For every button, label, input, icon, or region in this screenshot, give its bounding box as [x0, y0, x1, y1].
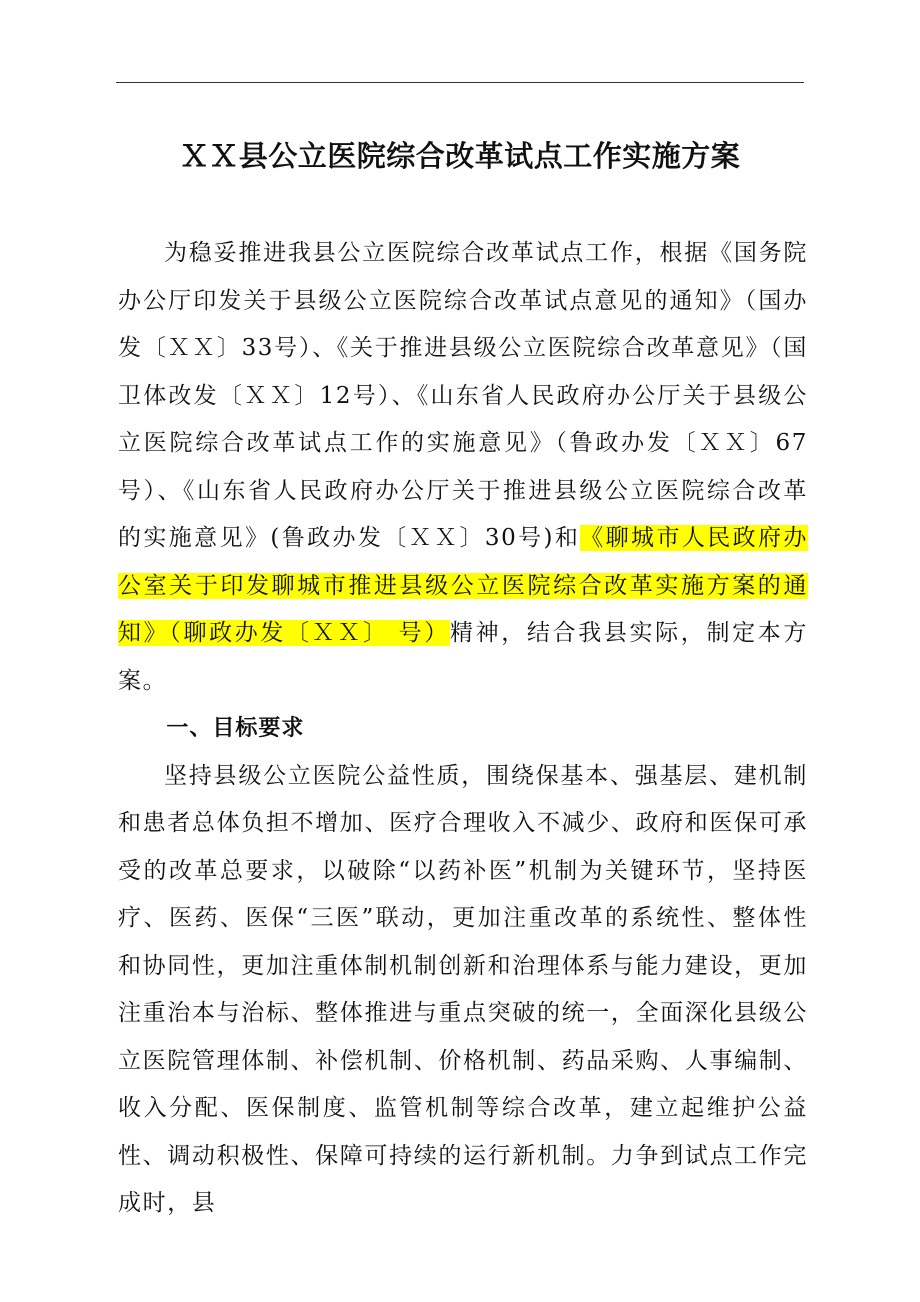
section-body-goals: 坚持县级公立医院公益性质，围绕保基本、强基层、建机制和患者总体负担不增加、医疗合理收入不减少、政府和医保可承受的改革总要求，以破除“以药补医”机制为关键环节，坚持医疗、医药、医保“三医”联动，更加注重改革的系统性、整体性和协同性，更加注重体制机制创新和治理体系与能力建设，更加注重治本与治标、整体推进与重点突破的统一，全面深化县级公立医院管理体制、补偿机制、价格机制、药品采购、人事编制、收入分配、医保制度、监管机制等综合改革，建立起维护公益性、调动积极性、保障可持续的运行新机制。力争到试点工作完成时，县: [118, 762, 808, 1216]
document-title: ＸＸ县公立医院综合改革试点工作实施方案: [179, 139, 741, 173]
header-rule: [116, 82, 804, 83]
intro-text-after: 精神，结合我县实际，制定本方案。: [118, 620, 808, 694]
section-heading-goals: 一、目标要求: [166, 716, 305, 741]
document-body: [118, 230, 808, 1228]
intro-text-before: 为稳妥推进我县公立医院综合改革试点工作，根据《国务院办公厅印发关于县级公立医院综合改革试点意见的通知》（国办发〔ＸＸ〕33号）、《关于推进县级公立医院综合改革意见》（国卫体改发〔ＸＸ〕12号）、《山东省人民政府办公厅关于县级公立医院综合改革试点工作的实施意见》（鲁政办发〔ＸＸ〕67号）、《山东省人民政府办公厅关于推进县级公立医院综合改革的实施意见》(鲁政办发〔ＸＸ〕30号)和: [118, 240, 808, 551]
intro-paragraph: [118, 230, 808, 705]
highlighted-reference: 《聊城市人民政府办公室关于印发聊城市推进县级公立医院综合改革实施方案的通知》（聊政办发〔ＸＸ〕 号）: [118, 525, 808, 646]
